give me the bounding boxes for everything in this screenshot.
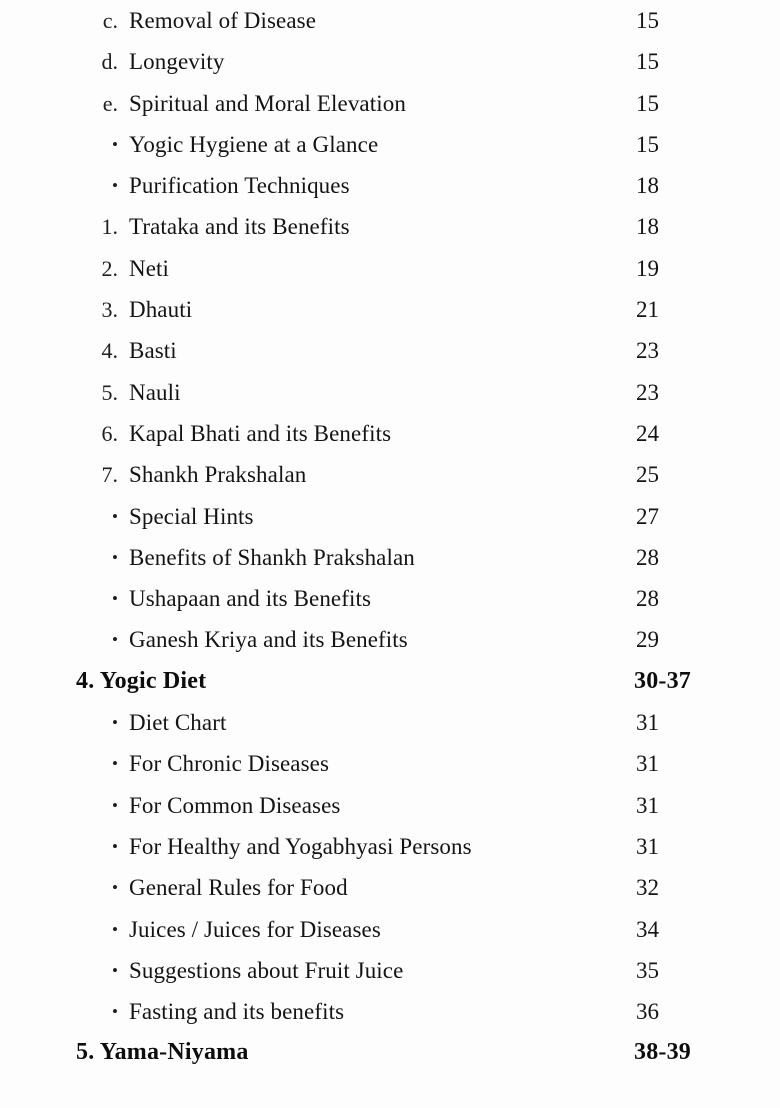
bullet-icon: • [112,176,118,196]
toc-entry-title: Suggestions about Fruit Juice [129,957,404,983]
toc-entry-title: Ganesh Kriya and its Benefits [129,627,408,653]
toc-entry-page-number: 34 [636,916,659,942]
toc-entry-page-number: 27 [636,503,659,529]
toc-entry-page-number: 24 [636,420,659,446]
toc-entry-row[interactable] [0,867,780,908]
toc-entry-title: Benefits of Shankh Prakshalan [129,544,415,570]
toc-entry-title: Fasting and its benefits [129,999,345,1025]
toc-entry-page-number: 18 [636,173,659,199]
toc-entry-marker: 5. [101,379,118,405]
toc-entry-page-number: 31 [636,833,659,859]
toc-entry-row[interactable] [0,124,780,165]
toc-entry-row[interactable] [0,372,780,413]
bullet-icon: • [112,506,118,526]
toc-entry-row[interactable] [0,248,780,289]
toc-entry-page-number: 15 [636,90,659,116]
toc-entry-row[interactable] [0,537,780,578]
toc-entry-page-number: 21 [636,297,659,323]
toc-entry-title: Neti [129,255,169,281]
toc-entry-row[interactable] [0,578,780,619]
toc-entry-row[interactable] [0,206,780,247]
toc-entry-row[interactable] [0,0,780,41]
toc-entry-row[interactable] [0,991,780,1032]
toc-entry-page-number: 28 [636,586,659,612]
toc-entry-marker: 7. [101,462,118,488]
toc-entry-title: For Healthy and Yogabhyasi Persons [129,833,472,859]
bullet-icon: • [112,547,118,567]
bullet-icon: • [112,589,118,609]
toc-entry-page-number: 30-37 [634,667,691,694]
toc-entry-row[interactable] [0,330,780,371]
toc-chapter-row[interactable] [0,1032,780,1073]
toc-entry-row[interactable] [0,702,780,743]
toc-entry-page-number: 38-39 [634,1039,691,1066]
toc-entry-row[interactable] [0,496,780,537]
toc-entry-page-number: 31 [636,751,659,777]
toc-entry-title: Spiritual and Moral Elevation [129,90,406,116]
toc-entry-row[interactable] [0,454,780,495]
toc-entry-marker: 3. [101,297,118,323]
toc-chapter-title: 5. Yama-Niyama [76,1039,249,1066]
toc-entry-title: Diet Chart [129,710,227,736]
toc-entry-title: Trataka and its Benefits [129,214,350,240]
toc-entry-row[interactable] [0,413,780,454]
toc-entry-page-number: 29 [636,627,659,653]
bullet-icon: • [112,836,118,856]
toc-entry-marker: c. [102,8,118,33]
toc-entry-row[interactable] [0,41,780,82]
toc-entry-row[interactable] [0,743,780,784]
toc-entry-marker: 4. [101,338,118,364]
toc-entry-title: Dhauti [129,297,193,323]
toc-entry-row[interactable] [0,909,780,950]
toc-entry-marker: 6. [101,420,118,446]
toc-entry-page-number: 15 [636,49,659,75]
toc-entry-row[interactable] [0,950,780,991]
toc-chapter-row[interactable] [0,661,780,702]
toc-entry-page-number: 15 [636,8,659,33]
bullet-icon: • [112,754,118,774]
toc-entry-title: Yogic Hygiene at a Glance [129,131,379,157]
toc-entry-title: Juices / Juices for Diseases [129,916,381,942]
bullet-icon: • [112,878,118,898]
toc-entry-title: Basti [129,338,177,364]
toc-entry-marker: e. [102,90,118,116]
toc-entry-row[interactable] [0,83,780,124]
toc-entry-title: Ushapaan and its Benefits [129,586,372,612]
toc-entry-title: Longevity [129,49,225,75]
bullet-icon: • [112,795,118,815]
bullet-icon: • [112,1002,118,1022]
toc-entry-title: For Chronic Diseases [129,751,330,777]
bullet-icon: • [112,630,118,650]
toc-entry-page-number: 23 [636,379,659,405]
toc-entry-title: For Common Diseases [129,792,341,818]
toc-entry-page-number: 23 [636,338,659,364]
toc-entry-title: Purification Techniques [129,173,350,199]
toc-entry-title: Removal of Disease [129,8,317,33]
toc-entry-row[interactable] [0,289,780,330]
toc-entry-page-number: 18 [636,214,659,240]
toc-entry-row[interactable] [0,785,780,826]
toc-entry-page-number: 19 [636,255,659,281]
toc-entry-page-number: 25 [636,462,659,488]
toc-entry-page-number: 28 [636,544,659,570]
bullet-icon: • [112,134,118,154]
toc-entry-title: Nauli [129,379,181,405]
toc-entry-title: General Rules for Food [129,875,348,901]
bullet-icon: • [112,713,118,733]
bullet-icon: • [112,960,118,980]
toc-entry-row[interactable] [0,619,780,660]
toc-entry-page-number: 31 [636,792,659,818]
toc-entry-title: Shankh Prakshalan [129,462,307,488]
toc-entry-title: Special Hints [129,503,254,529]
toc-entry-page-number: 15 [636,131,659,157]
toc-entry-page-number: 36 [636,999,659,1025]
toc-entry-marker: 1. [101,214,118,240]
toc-entry-page-number: 35 [636,957,659,983]
toc-entry-marker: 2. [101,255,118,281]
bullet-icon: • [112,919,118,939]
toc-entry-marker: d. [101,49,118,75]
toc-entry-page-number: 32 [636,875,659,901]
toc-chapter-title: 4. Yogic Diet [76,667,207,694]
toc-entry-row[interactable] [0,165,780,206]
toc-entry-title: Kapal Bhati and its Benefits [129,420,392,446]
toc-entry-row[interactable] [0,826,780,867]
toc-entry-page-number: 31 [636,710,659,736]
